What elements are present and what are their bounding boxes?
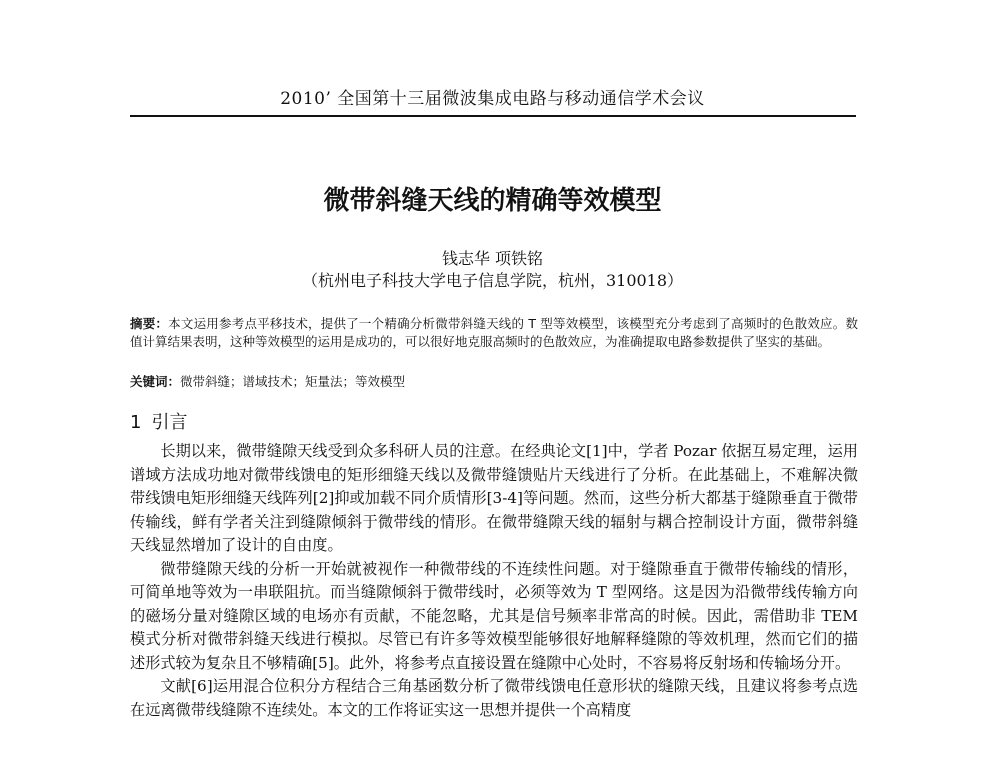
header-rule	[130, 115, 856, 117]
body-paragraph: 微带缝隙天线的分析一开始就被视作一种微带线的不连续性问题。对于缝隙垂直于微带传输线的情形，可简单地等效为一串联阻抗。而当缝隙倾斜于微带线时，必须等效为 T 型网络。这是因为沿微带线传输方向的磁场分量对缝隙区域的电场亦有贡献，不能忽略，尤其是信号频率非常高的时候。因此，需借助非 TEM 模式分析对微带斜缝天线进行模拟。尽管已有许多等效模型能够很好地解释缝隙的等效机理，然而它们的描述形式较为复杂且不够精确[5]。此外，将参考点直接设置在缝隙中心处时，不容易将反射场和传输场分开。	[130, 559, 858, 672]
keywords	[130, 373, 858, 391]
keywords-label: 关键词：	[130, 374, 181, 389]
body-text	[130, 440, 858, 722]
abstract-label: 摘要：	[130, 316, 169, 331]
authors: 钱志华 项铁铭	[441, 249, 544, 268]
paper-title: 微带斜缝天线的精确等效模型	[323, 186, 662, 216]
section-number: 1	[130, 412, 142, 433]
body-paragraph: 文献[6]运用混合位积分方程结合三角基函数分析了微带线馈电任意形状的缝隙天线，且建议将参考点选在远离微带线缝隙不连续处。本文的工作将证实这一思想并提供一个高精度	[130, 677, 858, 719]
affiliation: （杭州电子科技大学电子信息学院，杭州，310018）	[301, 271, 684, 290]
section-heading	[130, 408, 187, 434]
abstract-text: 本文运用参考点平移技术，提供了一个精确分析微带斜缝天线的 T 型等效模型，该模型充分考虑到了高频时的色散效应。数值计算结果表明，这种等效模型的运用是成功的，可以很好地克服高频时的色散效应，为准确提取电路参数提供了坚实的基础。	[130, 316, 858, 349]
abstract	[130, 315, 858, 351]
keywords-text: 微带斜缝；谱域技术；矩量法；等效模型	[180, 374, 406, 389]
section-title: 引言	[151, 412, 188, 433]
running-header: 2010’ 全国第十三届微波集成电路与移动通信学术会议	[280, 89, 705, 109]
body-paragraph: 长期以来，微带缝隙天线受到众多科研人员的注意。在经典论文[1]中，学者 Pozar 依据互易定理，运用谱域方法成功地对微带线馈电的矩形细缝天线以及微带缝馈贴片天线进行了分析。在此基础上，不难解决微带线馈电矩形细缝天线阵列[2]抑或加载不同介质情形[3-4]等问题。然而，这些分析大都基于缝隙垂直于微带传输线，鲜有学者关注到缝隙倾斜于微带线的情形。在微带缝隙天线的辐射与耦合控制设计方面，微带斜缝天线显然增加了设计的自由度。	[130, 442, 858, 554]
